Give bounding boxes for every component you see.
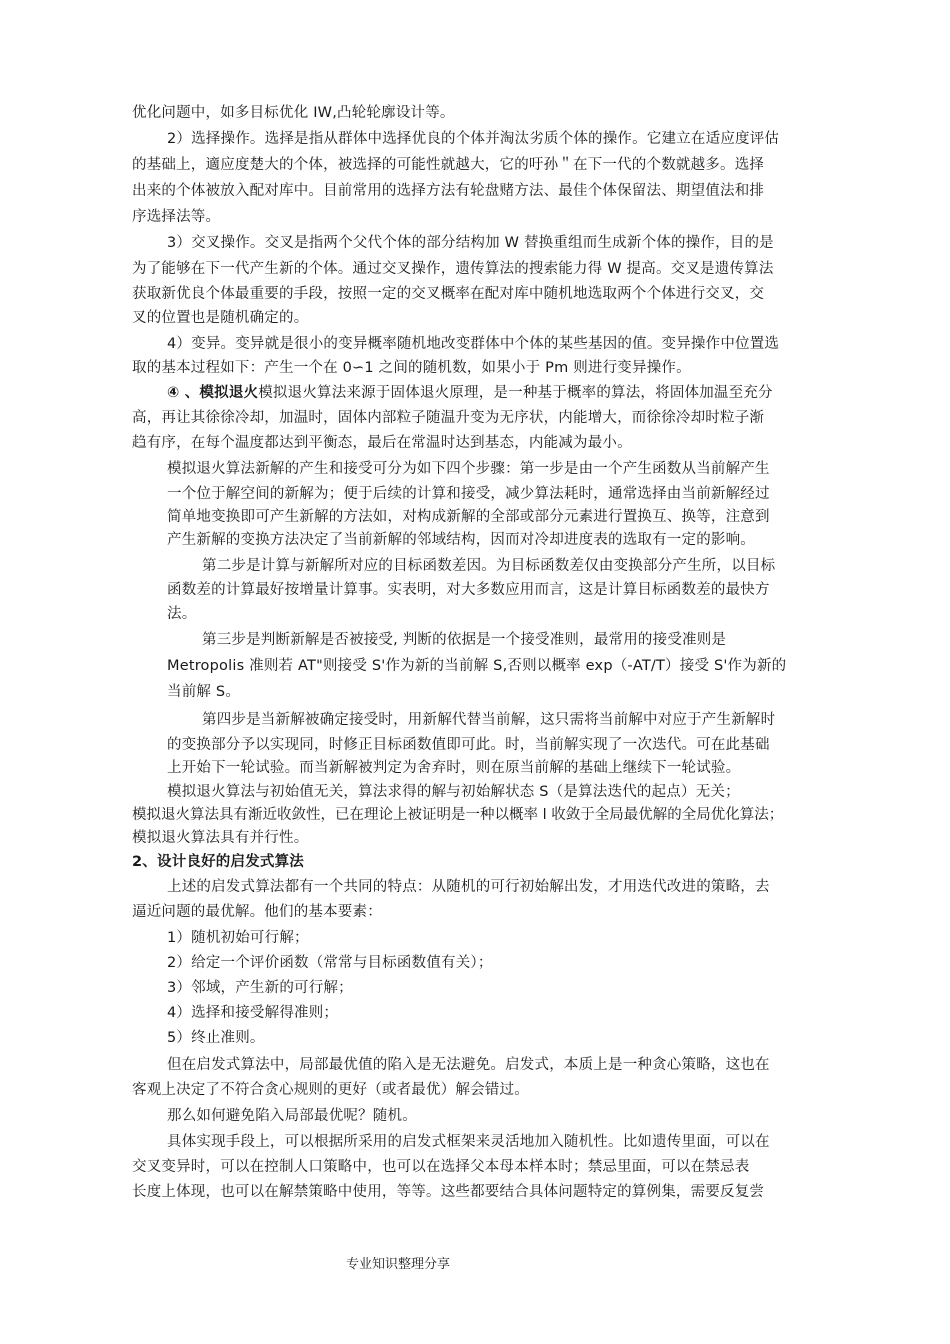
list-item: 4）选择和接受解得准则； — [167, 1005, 339, 1021]
text-line: 逼近问题的最优解。他们的基本要素： — [132, 904, 382, 920]
text-line: 一个位于解空间的新解为；便于后续的计算和接受，减少算法耗时，通常选择由当前新解经过 — [167, 486, 770, 502]
text-line: 长度上体现，也可以在解禁策略中使用，等等。这些都要结合具体问题特定的算例集，需要反复尝 — [132, 1184, 765, 1200]
text-line: 当前解 S。 — [167, 684, 241, 700]
text-line: 交叉变异时，可以在控制人口策略中，也可以在选择父本母本样本时；禁忌里面，可以在禁忌表 — [132, 1159, 750, 1175]
text-line: 简单地变换即可产生新解的方法如，对构成新解的全部或部分元素进行置换互、换等，注意到 — [167, 509, 770, 525]
text-line: 函数差的计算最好按增量计算事。实表明，对大多数应用而言，这是计算目标函数差的最快方 — [167, 582, 770, 598]
text-line: 法。 — [167, 606, 197, 622]
text-line: 具体实现手段上，可以根据所采用的启发式框架来灵活地加入随机性。比如遗传里面，可以在 — [167, 1134, 770, 1150]
text-line: 上述的启发式算法都有一个共同的特点：从随机的可行初始解出发，才用迭代改进的策略，去 — [167, 879, 770, 895]
text-line: 为了能够在下一代产生新的个体。通过交叉操作，遗传算法的搜索能力得 W 提高。交叉是遗传算法 — [132, 261, 774, 277]
text-line: 模拟退火算法新解的产生和接受可分为如下四个步骤：第一步是由一个产生函数从当前解产生 — [167, 461, 770, 477]
section-heading: 2、设计良好的启发式算法 — [132, 854, 304, 870]
text-line: 产生新解的变换方法决定了当前新解的邻域结构，因而对冷却进度表的选取有一定的影响。 — [167, 532, 755, 548]
page-footer: 专业知识整理分享 — [346, 1257, 451, 1272]
text-run: 模拟退火算法来源于固体退火原理，是一种基于概率的算法，将固体加温至充分 — [258, 385, 773, 401]
text-line: 取的基本过程如下：产生一个在 0∽1 之间的随机数，如果小于 Pm 则进行变异操作。 — [132, 360, 691, 376]
text-line: 模拟退火算法与初始值无关，算法求得的解与初始解状态 S（是算法迭代的起点）无关； — [167, 784, 740, 800]
text-line: 第二步是计算与新解所对应的目标函数差因。为目标函数差仅由变换部分产生所，以目标 — [202, 558, 776, 574]
text-line: 3）交叉操作。交叉是指两个父代个体的部分结构加 W 替换重组而生成新个体的操作，目的是 — [167, 235, 774, 251]
text-line: 叉的位置也是随机确定的。 — [132, 310, 309, 326]
text-line: 模拟退火算法具有渐近收敛性，已在理论上被证明是一种以概率 l 收敛于全局最优解的全局优化算法； — [132, 807, 784, 823]
text-line: 的变换部分予以实现同，时修正目标函数值即可此。时，当前解实现了一次迭代。可在此基础 — [167, 737, 770, 753]
text-line: 高，再让其徐徐冷却，加温时，固体内部粒子随温升变为无序状，内能增大，而徐徐冷却时粒子渐 — [132, 410, 765, 426]
list-item: 2）给定一个评价函数（常常与目标函数值有关）； — [167, 955, 493, 971]
list-item: 5）终止准则。 — [167, 1030, 265, 1046]
text-line: 客观上决定了不符合贪心规则的更好（或者最优）解会错过。 — [132, 1082, 529, 1098]
text-line: 优化问题中，如多目标优化 IW,凸轮轮廓设计等。 — [132, 105, 455, 121]
text-line: 第三步是判断新解是否被接受, 判断的依据是一个接受准则，最常用的接受准则是 — [202, 632, 727, 648]
text-line: 趋有序，在每个温度都达到平衡态，最后在常温时达到基态，内能减为最小。 — [132, 435, 632, 451]
text-line: 4）变异。变异就是很小的变异概率随机地改变群体中个体的某些基因的值。变异操作中位置选 — [167, 336, 780, 352]
text-line: 但在启发式算法中，局部最优值的陷入是无法避免。启发式，本质上是一种贪心策略，这也在 — [167, 1057, 770, 1073]
text-line: 那么如何避免陷入局部最优呢？随机。 — [167, 1108, 417, 1124]
text-line: 出来的个体被放入配对库中。目前常用的选择方法有轮盘赌方法、最佳个体保留法、期望值法和排 — [132, 183, 765, 199]
section-heading-simulated-annealing: ④ 、模拟退火 — [167, 385, 259, 401]
text-line — [167, 383, 773, 403]
text-line: 上开始下一轮试验。而当新解被判定为舍弃时，则在原当前解的基础上继续下一轮试验。 — [167, 760, 741, 776]
text-line: 第四步是当新解被确定接受时，用新解代替当前解，这只需将当前解中对应于产生新解时 — [202, 712, 776, 728]
list-item: 1）随机初始可行解； — [167, 930, 309, 946]
list-item: 3）邻域，产生新的可行解； — [167, 980, 353, 996]
text-line: 获取新优良个体最重要的手段，按照一定的交叉概率在配对库中随机地选取两个个体进行交叉，交 — [132, 286, 765, 302]
text-line: 序选择法等。 — [132, 209, 221, 225]
text-line: 的基础上，適应度楚大的个体，被选择的可能性就越大，它的吁孙＂在下一代的个数就越多。选择 — [132, 157, 765, 173]
text-line: 模拟退火算法具有并行性。 — [132, 830, 309, 846]
text-line: 2）选择操作。选择是指从群体中选择优良的个体并淘汰劣质个体的操作。它建立在适应度评估 — [167, 131, 780, 147]
text-line: Metropolis 准则若 AT"则接受 S'作为新的当前解 S,否则以概率 exp（-AT/T）接受 S'作为新的 — [167, 658, 787, 674]
